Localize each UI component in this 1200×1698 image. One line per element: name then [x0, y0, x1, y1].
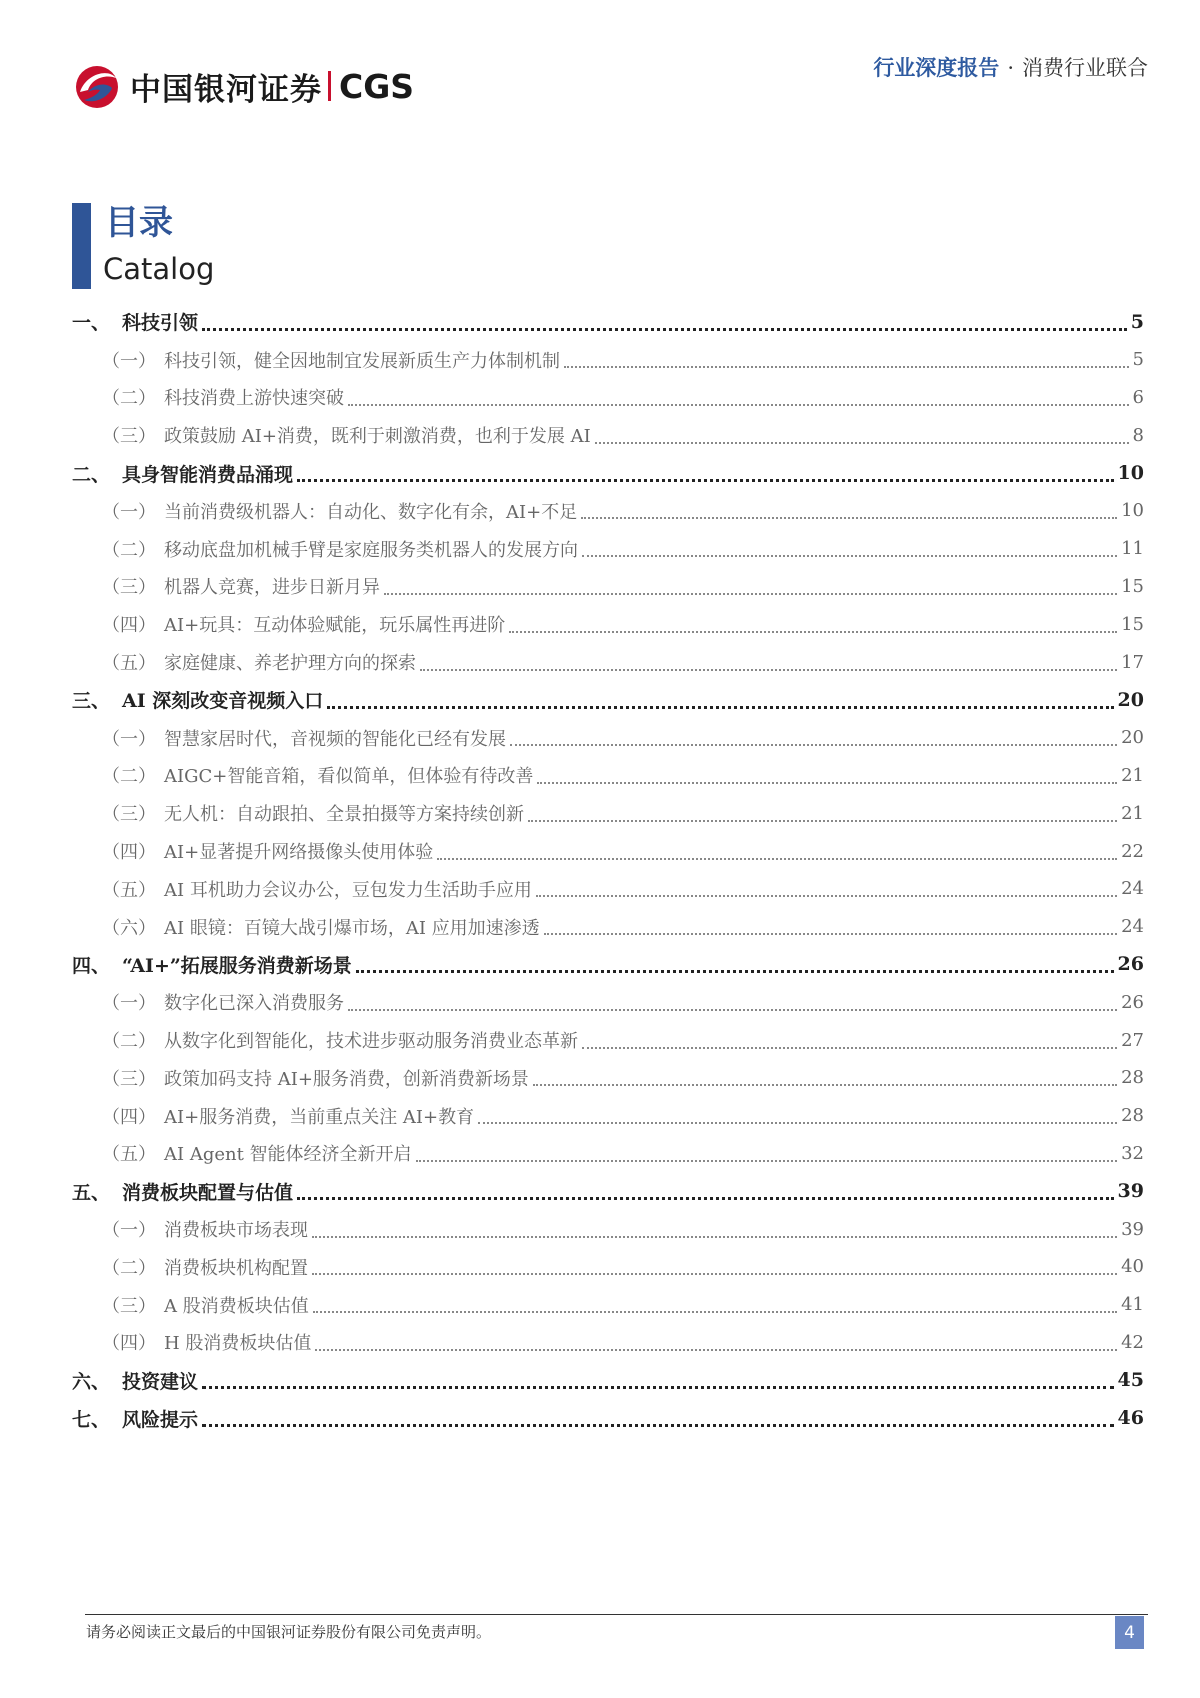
- toc-page-number: 22: [1121, 840, 1144, 862]
- toc-title: 投资建议: [122, 1370, 199, 1393]
- toc-section[interactable]: [72, 1172, 1144, 1210]
- toc-leader-dots: [582, 554, 1117, 557]
- table-of-contents: [72, 303, 1144, 1437]
- toc-leader-dots: [202, 1423, 1114, 1427]
- toc-number: （一）: [102, 1220, 156, 1242]
- toc-number: 七、: [72, 1408, 111, 1431]
- toc-title: 家庭健康、养老护理方向的探索: [164, 653, 416, 675]
- toc-number: （三）: [102, 1295, 156, 1317]
- toc-number: （五）: [102, 879, 156, 901]
- toc-number: （三）: [102, 1068, 156, 1090]
- toc-title: H 股消费板块估值: [164, 1333, 312, 1355]
- toc-number: （二）: [102, 1257, 156, 1279]
- toc-page-number: 20: [1121, 727, 1144, 749]
- toc-title: 政策加码支持 AI+服务消费，创新消费新场景: [164, 1068, 529, 1090]
- toc-page-number: 27: [1121, 1029, 1144, 1051]
- toc-page-number: 5: [1130, 310, 1144, 333]
- toc-subsection[interactable]: [72, 1210, 1144, 1248]
- toc-subsection[interactable]: [72, 870, 1144, 908]
- toc-subsection[interactable]: [72, 1286, 1144, 1324]
- toc-title: AI+玩具：互动体验赋能，玩乐属性再进阶: [164, 615, 506, 637]
- toc-leader-dots: [595, 441, 1129, 444]
- toc-number: （一）: [102, 501, 156, 523]
- toc-leader-dots: [384, 592, 1117, 595]
- toc-subsection[interactable]: [72, 1135, 1144, 1173]
- toc-number: （六）: [102, 917, 156, 939]
- toc-title: A 股消费板块估值: [164, 1295, 309, 1317]
- toc-subsection[interactable]: [72, 605, 1144, 643]
- toc-number: （一）: [102, 728, 156, 750]
- toc-leader-dots: [416, 1159, 1118, 1162]
- toc-subsection[interactable]: [72, 983, 1144, 1021]
- report-category: [873, 52, 1148, 82]
- toc-number: 一、: [72, 312, 111, 335]
- toc-leader-dots: [536, 894, 1117, 897]
- toc-subsection[interactable]: [72, 492, 1144, 530]
- toc-title: AI 深刻改变音视频入口: [122, 690, 324, 713]
- logo-text-zh: 中国银河证券: [130, 71, 322, 108]
- toc-subsection[interactable]: [72, 568, 1144, 606]
- toc-page-number: 28: [1121, 1067, 1144, 1089]
- toc-title: 科技引领: [122, 312, 199, 335]
- toc-title: 科技引领，健全因地制宜发展新质生产力体制机制: [164, 350, 560, 372]
- toc-page-number: 24: [1121, 878, 1144, 900]
- toc-page-number: 26: [1121, 991, 1144, 1013]
- toc-leader-dots: [202, 327, 1127, 331]
- toc-number: （二）: [102, 1031, 156, 1053]
- toc-section[interactable]: [72, 1399, 1144, 1437]
- toc-subsection[interactable]: [72, 643, 1144, 681]
- toc-leader-dots: [348, 403, 1129, 406]
- toc-number: （三）: [102, 804, 156, 826]
- toc-page-number: 24: [1121, 916, 1144, 938]
- toc-page-number: 10: [1117, 462, 1144, 485]
- toc-number: 五、: [72, 1181, 111, 1204]
- toc-leader-dots: [510, 743, 1117, 746]
- toc-page-number: 39: [1117, 1180, 1144, 1203]
- toc-number: （一）: [102, 350, 156, 372]
- toc-title: “AI+”拓展服务消费新场景: [122, 954, 352, 977]
- footer-disclaimer: 请务必阅读正文最后的中国银河证券股份有限公司免责声明。: [86, 1623, 492, 1641]
- toc-section[interactable]: [72, 681, 1144, 719]
- toc-page-number: 20: [1117, 688, 1144, 711]
- cgs-logo-icon: [72, 62, 122, 110]
- toc-page-number: 39: [1121, 1218, 1144, 1240]
- page-title: 目录: [105, 203, 173, 243]
- toc-title: 具身智能消费品涌现: [122, 463, 294, 486]
- toc-leader-dots: [356, 969, 1114, 973]
- toc-leader-dots: [297, 478, 1114, 482]
- toc-title: AIGC+智能音箱，看似简单，但体验有待改善: [164, 766, 534, 788]
- toc-section[interactable]: [72, 454, 1144, 492]
- toc-number: （二）: [102, 539, 156, 561]
- toc-page-number: 42: [1121, 1331, 1144, 1353]
- toc-page-number: 17: [1121, 651, 1144, 673]
- toc-section[interactable]: [72, 1361, 1144, 1399]
- toc-subsection[interactable]: [72, 1324, 1144, 1362]
- toc-page-number: 26: [1117, 953, 1144, 976]
- toc-page-number: 32: [1121, 1142, 1144, 1164]
- toc-leader-dots: [315, 1348, 1117, 1351]
- toc-subsection[interactable]: [72, 1248, 1144, 1286]
- toc-number: （四）: [102, 1333, 156, 1355]
- company-logo: [72, 62, 414, 110]
- toc-title: 消费板块市场表现: [164, 1220, 308, 1242]
- toc-subsection[interactable]: [72, 719, 1144, 757]
- toc-title: 政策鼓励 AI+消费，既利于刺激消费，也利于发展 AI: [164, 426, 591, 448]
- toc-number: 四、: [72, 954, 111, 977]
- toc-subsection[interactable]: [72, 794, 1144, 832]
- toc-page-number: 21: [1121, 764, 1144, 786]
- toc-title: 当前消费级机器人：自动化、数字化有余，AI+不足: [164, 501, 578, 523]
- toc-page-number: 10: [1121, 500, 1144, 522]
- toc-subsection[interactable]: [72, 341, 1144, 379]
- toc-leader-dots: [437, 857, 1117, 860]
- toc-subsection[interactable]: [72, 757, 1144, 795]
- toc-section[interactable]: [72, 946, 1144, 984]
- toc-title: AI Agent 智能体经济全新开启: [164, 1144, 412, 1166]
- toc-title: AI 耳机助力会议办公，豆包发力生活助手应用: [164, 879, 532, 901]
- toc-leader-dots: [420, 668, 1117, 671]
- toc-number: 三、: [72, 690, 111, 713]
- toc-page-number: 21: [1121, 802, 1144, 824]
- toc-title: AI+显著提升网络摄像头使用体验: [164, 842, 434, 864]
- logo-separator: [328, 71, 331, 101]
- title-accent-bar: [72, 203, 91, 289]
- toc-number: （一）: [102, 993, 156, 1015]
- toc-number: （二）: [102, 766, 156, 788]
- toc-leader-dots: [509, 630, 1117, 633]
- toc-leader-dots: [581, 516, 1117, 519]
- report-type: 行业深度报告: [873, 55, 1000, 80]
- toc-number: （四）: [102, 615, 156, 637]
- toc-page-number: 6: [1132, 386, 1144, 408]
- toc-subsection[interactable]: [72, 1097, 1144, 1135]
- toc-title: 机器人竞赛，进步日新月异: [164, 577, 380, 599]
- toc-title: 无人机：自动跟拍、全景拍摄等方案持续创新: [164, 804, 524, 826]
- toc-page-number: 41: [1121, 1294, 1144, 1316]
- toc-number: （三）: [102, 426, 156, 448]
- toc-number: （四）: [102, 1106, 156, 1128]
- toc-leader-dots: [478, 1121, 1117, 1124]
- toc-number: 二、: [72, 463, 111, 486]
- toc-subsection[interactable]: [72, 1059, 1144, 1097]
- toc-leader-dots: [327, 705, 1113, 709]
- toc-title: 从数字化到智能化，技术进步驱动服务消费业态革新: [164, 1031, 578, 1053]
- toc-page-number: 15: [1121, 613, 1144, 635]
- toc-page-number: 40: [1121, 1256, 1144, 1278]
- toc-leader-dots: [313, 1310, 1117, 1313]
- toc-subsection[interactable]: [72, 832, 1144, 870]
- toc-leader-dots: [537, 781, 1117, 784]
- toc-leader-dots: [564, 365, 1129, 368]
- logo-text-en: CGS: [339, 66, 415, 106]
- toc-leader-dots: [533, 1083, 1117, 1086]
- toc-title: 消费板块配置与估值: [122, 1181, 294, 1204]
- toc-subsection[interactable]: [72, 1021, 1144, 1059]
- toc-page-number: 28: [1121, 1105, 1144, 1127]
- page-number: 4: [1115, 1616, 1144, 1649]
- footer-divider: [85, 1614, 1148, 1615]
- toc-title: 智慧家居时代，音视频的智能化已经有发展: [164, 728, 506, 750]
- toc-leader-dots: [348, 1008, 1117, 1011]
- toc-title: 消费板块机构配置: [164, 1257, 308, 1279]
- page-subtitle: Catalog: [103, 252, 215, 286]
- toc-title: AI 眼镜：百镜大战引爆市场，AI 应用加速渗透: [164, 917, 540, 939]
- toc-subsection[interactable]: [72, 530, 1144, 568]
- toc-page-number: 45: [1117, 1369, 1144, 1392]
- toc-number: （五）: [102, 1144, 156, 1166]
- toc-number: （四）: [102, 842, 156, 864]
- toc-leader-dots: [202, 1385, 1114, 1389]
- toc-number: （二）: [102, 388, 156, 410]
- toc-subsection[interactable]: [72, 908, 1144, 946]
- toc-page-number: 5: [1132, 349, 1144, 371]
- toc-number: 六、: [72, 1370, 111, 1393]
- toc-title: 科技消费上游快速突破: [164, 388, 344, 410]
- toc-number: （三）: [102, 577, 156, 599]
- toc-page-number: 11: [1121, 538, 1144, 560]
- toc-title: AI+服务消费，当前重点关注 AI+教育: [164, 1106, 475, 1128]
- toc-page-number: 46: [1117, 1407, 1144, 1429]
- toc-number: （五）: [102, 653, 156, 675]
- toc-title: 移动底盘加机械手臂是家庭服务类机器人的发展方向: [164, 539, 578, 561]
- toc-title: 风险提示: [122, 1408, 199, 1431]
- toc-leader-dots: [297, 1196, 1114, 1200]
- toc-section[interactable]: [72, 303, 1144, 341]
- toc-leader-dots: [544, 932, 1117, 935]
- toc-leader-dots: [312, 1235, 1117, 1238]
- industry-label: 消费行业联合: [1022, 56, 1148, 80]
- toc-page-number: 15: [1121, 575, 1144, 597]
- toc-page-number: 8: [1132, 424, 1144, 446]
- toc-title: 数字化已深入消费服务: [164, 993, 344, 1015]
- header-separator: ·: [1007, 56, 1014, 80]
- toc-leader-dots: [528, 819, 1117, 822]
- toc-leader-dots: [582, 1046, 1117, 1049]
- toc-subsection[interactable]: [72, 379, 1144, 417]
- toc-leader-dots: [312, 1272, 1117, 1275]
- toc-subsection[interactable]: [72, 416, 1144, 454]
